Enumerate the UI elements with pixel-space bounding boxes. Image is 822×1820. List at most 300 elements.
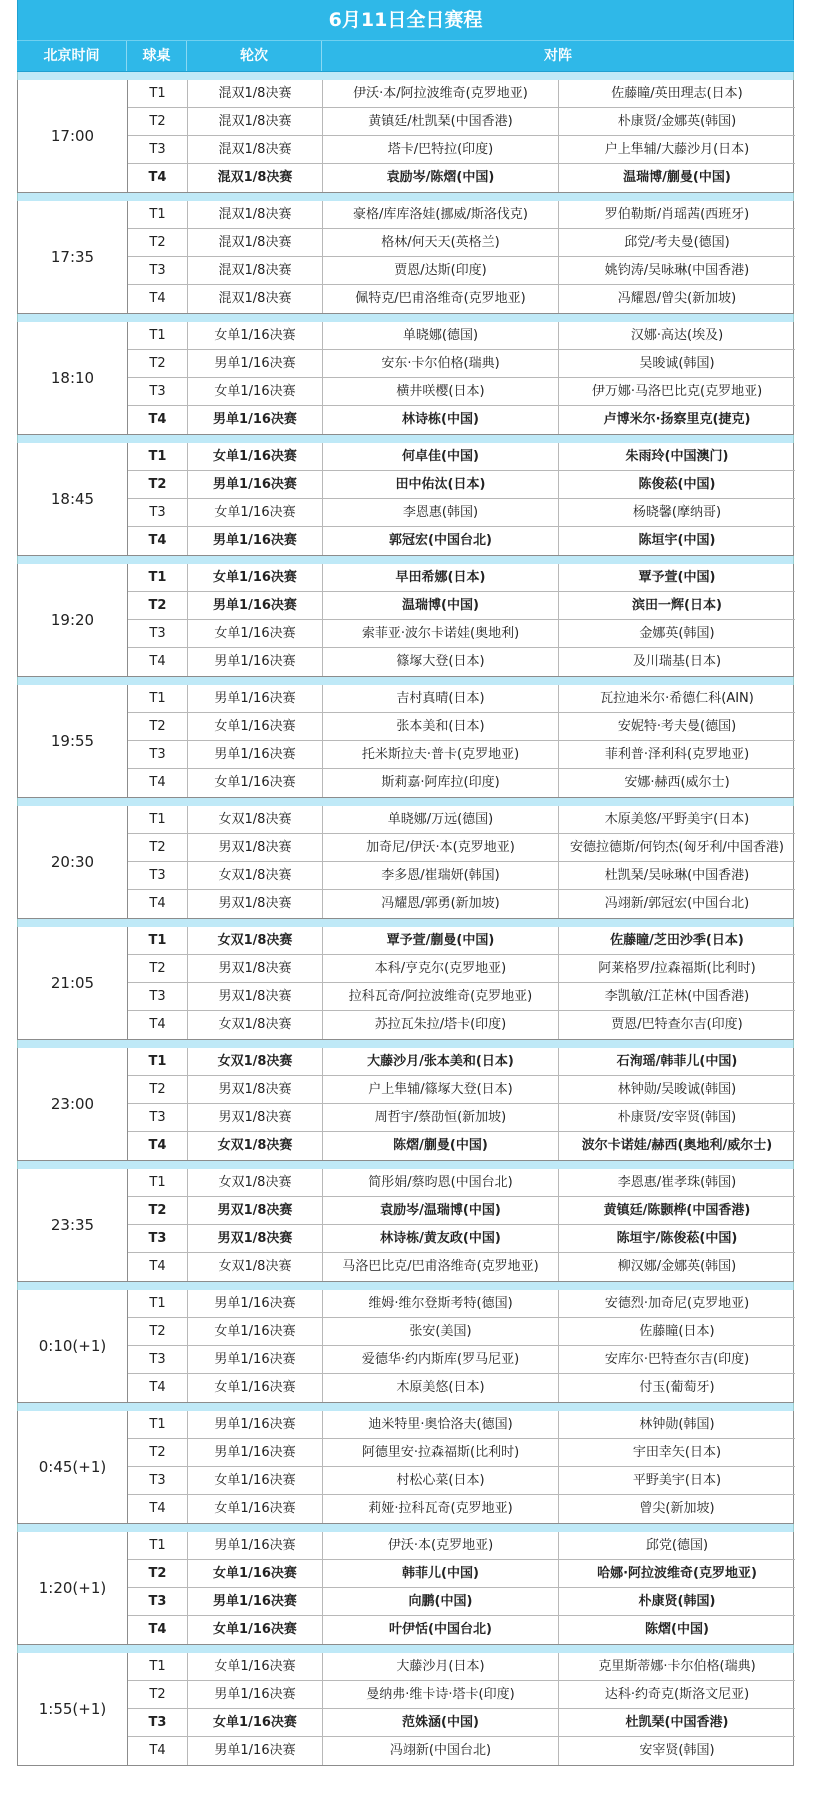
cell-table: T4 <box>128 527 188 555</box>
cell-round: 男双1/8决赛 <box>188 1104 323 1131</box>
cell-player-b: 佐藤瞳(日本) <box>639 1324 715 1339</box>
cell-player-b: 瓦拉迪米尔·希德仁科(AIN) <box>600 691 754 706</box>
table-row <box>128 1681 795 1709</box>
block-time: 0:45(+1) <box>18 1411 128 1523</box>
cell-table: T3 <box>128 1104 188 1131</box>
table-row <box>128 648 795 676</box>
cell-player-b: 阿莱格罗/拉森福斯(比利时) <box>598 961 756 976</box>
block-time: 21:05 <box>18 927 128 1039</box>
cell-player-b: 杨晓馨(摩纳哥) <box>632 505 722 520</box>
cell-player-b: 安宰贤(韩国) <box>639 1743 715 1758</box>
cell-table: T4 <box>128 1374 188 1402</box>
block-separator <box>17 798 794 806</box>
block-time: 17:35 <box>18 201 128 313</box>
header-table: 球桌 <box>127 41 187 71</box>
table-row <box>128 1169 795 1197</box>
cell-round: 混双1/8决赛 <box>188 257 323 284</box>
block-time: 0:10(+1) <box>18 1290 128 1402</box>
cell-round: 女单1/16决赛 <box>188 713 323 740</box>
cell-player-b: 陈熠(中国) <box>645 1622 709 1637</box>
cell-player-a: 横井咲樱(日本) <box>323 378 559 405</box>
table-row <box>128 229 795 257</box>
cell-player-b: 罗伯勒斯/肖瑶茜(西班牙) <box>604 207 750 222</box>
cell-player-b: 冯耀恩/曾尖(新加坡) <box>617 291 737 306</box>
cell-player-b: 佐藤瞳/英田理志(日本) <box>611 86 743 101</box>
cell-round: 男单1/16决赛 <box>188 1290 323 1317</box>
cell-table: T2 <box>128 1439 188 1466</box>
cell-player-a: 周哲宇/蔡劭恒(新加坡) <box>323 1104 559 1131</box>
cell-player-a: 塔卡/巴特拉(印度) <box>323 136 559 163</box>
cell-table: T3 <box>128 1709 188 1736</box>
cell-round: 女单1/16决赛 <box>188 1709 323 1736</box>
match-rows <box>128 927 795 1039</box>
cell-player-b: 安德拉德斯/何钧杰(匈牙利/中国香港) <box>570 840 784 855</box>
cell-player-a: 向鹏(中国) <box>323 1588 559 1615</box>
cell-player-b: 冯翊新/郭冠宏(中国台北) <box>604 896 750 911</box>
cell-player-b: 姚钧涛/吴咏琳(中国香港) <box>604 263 750 278</box>
match-rows <box>128 685 795 797</box>
cell-player-a: 覃予萱/蒯曼(中国) <box>323 927 559 954</box>
cell-table: T3 <box>128 378 188 405</box>
cell-round: 女双1/8决赛 <box>188 1011 323 1039</box>
cell-player-a: 佩特克/巴甫洛维奇(克罗地亚) <box>323 285 559 313</box>
cell-table: T1 <box>128 806 188 833</box>
cell-round: 男双1/8决赛 <box>188 834 323 861</box>
cell-player-b: 及川瑞基(日本) <box>632 654 722 669</box>
match-rows <box>128 1532 795 1644</box>
cell-player-a: 黄镇廷/杜凯琹(中国香港) <box>323 108 559 135</box>
cell-round: 男双1/8决赛 <box>188 955 323 982</box>
block-time: 1:55(+1) <box>18 1653 128 1765</box>
cell-round: 男双1/8决赛 <box>188 983 323 1010</box>
cell-player-b: 木原美悠/平野美宇(日本) <box>604 812 750 827</box>
cell-player-a: 李多恩/崔瑞妍(韩国) <box>323 862 559 889</box>
match-rows <box>128 1290 795 1402</box>
cell-round: 男双1/8决赛 <box>188 1076 323 1103</box>
cell-player-b: 朱雨玲(中国澳门) <box>625 449 729 464</box>
cell-player-a: 单晓娜(德国) <box>323 322 559 349</box>
cell-player-b: 汉娜·高达(埃及) <box>630 328 724 343</box>
cell-table: T4 <box>128 1253 188 1281</box>
cell-table: T1 <box>128 1169 188 1196</box>
match-rows <box>128 1169 795 1281</box>
cell-player-b: 林钟勋(韩国) <box>639 1417 715 1432</box>
table-row <box>128 1616 795 1644</box>
cell-round: 男单1/16决赛 <box>188 1588 323 1615</box>
cell-player-a: 贾恩/达斯(印度) <box>323 257 559 284</box>
time-block <box>17 1532 794 1645</box>
cell-round: 混双1/8决赛 <box>188 108 323 135</box>
block-time: 23:35 <box>18 1169 128 1281</box>
table-row <box>128 1737 795 1765</box>
cell-player-a: 莉娅·拉科瓦奇(克罗地亚) <box>323 1495 559 1523</box>
cell-round: 女单1/16决赛 <box>188 620 323 647</box>
cell-table: T4 <box>128 769 188 797</box>
cell-player-a: 田中佑汰(日本) <box>323 471 559 498</box>
table-row <box>128 527 795 555</box>
cell-round: 女双1/8决赛 <box>188 806 323 833</box>
table-row <box>128 285 795 313</box>
cell-round: 女双1/8决赛 <box>188 1169 323 1196</box>
cell-round: 女单1/16决赛 <box>188 1467 323 1494</box>
cell-round: 女单1/16决赛 <box>188 1616 323 1644</box>
table-row <box>128 769 795 797</box>
cell-round: 女单1/16决赛 <box>188 1495 323 1523</box>
table-row <box>128 1532 795 1560</box>
match-rows <box>128 1411 795 1523</box>
cell-round: 女双1/8决赛 <box>188 927 323 954</box>
table-row <box>128 1104 795 1132</box>
cell-round: 男单1/16决赛 <box>188 1346 323 1373</box>
cell-table: T1 <box>128 1411 188 1438</box>
table-row <box>128 1132 795 1160</box>
time-block <box>17 564 794 677</box>
table-row <box>128 136 795 164</box>
schedule-body <box>17 72 794 1766</box>
match-rows <box>128 1653 795 1765</box>
cell-table: T1 <box>128 443 188 470</box>
cell-table: T1 <box>128 564 188 591</box>
cell-player-b: 伊万娜·马洛巴比克(克罗地亚) <box>591 384 763 399</box>
cell-round: 男双1/8决赛 <box>188 890 323 918</box>
cell-table: T1 <box>128 685 188 712</box>
cell-player-a: 林诗栋(中国) <box>323 406 559 434</box>
cell-round: 男单1/16决赛 <box>188 1532 323 1559</box>
cell-player-a: 迪米特里·奥恰洛夫(德国) <box>323 1411 559 1438</box>
cell-table: T3 <box>128 1346 188 1373</box>
cell-round: 男单1/16决赛 <box>188 648 323 676</box>
cell-table: T2 <box>128 834 188 861</box>
cell-table: T4 <box>128 1737 188 1765</box>
cell-table: T3 <box>128 1588 188 1615</box>
cell-player-b: 户上隼辅/大藤沙月(日本) <box>604 142 750 157</box>
cell-table: T3 <box>128 257 188 284</box>
cell-round: 女单1/16决赛 <box>188 1318 323 1345</box>
table-row <box>128 108 795 136</box>
cell-table: T1 <box>128 322 188 349</box>
cell-table: T2 <box>128 713 188 740</box>
cell-player-b: 柳汉娜/金娜英(韩国) <box>617 1259 737 1274</box>
cell-player-b: 朴康贤(韩国) <box>638 1594 716 1609</box>
block-separator <box>17 1524 794 1532</box>
cell-player-b: 安库尔·巴特查尔吉(印度) <box>604 1352 750 1367</box>
cell-round: 男双1/8决赛 <box>188 1225 323 1252</box>
cell-table: T3 <box>128 620 188 647</box>
time-block <box>17 927 794 1040</box>
time-block <box>17 322 794 435</box>
cell-table: T4 <box>128 1011 188 1039</box>
cell-player-b: 平野美宇(日本) <box>632 1473 722 1488</box>
cell-player-a: 吉村真晴(日本) <box>323 685 559 712</box>
cell-player-b: 哈娜·阿拉波维奇(克罗地亚) <box>597 1566 757 1581</box>
table-row <box>128 927 795 955</box>
table-row <box>128 164 795 192</box>
match-rows <box>128 564 795 676</box>
table-row <box>128 257 795 285</box>
cell-round: 女单1/16决赛 <box>188 1374 323 1402</box>
cell-player-b: 贾恩/巴特查尔吉(印度) <box>611 1017 743 1032</box>
cell-round: 女双1/8决赛 <box>188 1132 323 1160</box>
cell-round: 女单1/16决赛 <box>188 564 323 591</box>
cell-player-a: 托米斯拉夫·普卡(克罗地亚) <box>323 741 559 768</box>
cell-player-a: 马洛巴比克/巴甫洛维奇(克罗地亚) <box>323 1253 559 1281</box>
table-row <box>128 1048 795 1076</box>
cell-player-a: 阿德里安·拉森福斯(比利时) <box>323 1439 559 1466</box>
table-row <box>128 983 795 1011</box>
cell-round: 女单1/16决赛 <box>188 378 323 405</box>
table-row <box>128 685 795 713</box>
cell-table: T2 <box>128 1560 188 1587</box>
cell-table: T1 <box>128 1290 188 1317</box>
table-row <box>128 1011 795 1039</box>
cell-player-b: 菲利普·泽利科(克罗地亚) <box>604 747 750 762</box>
cell-player-a: 叶伊恬(中国台北) <box>323 1616 559 1644</box>
table-row <box>128 1290 795 1318</box>
header-time: 北京时间 <box>17 41 127 71</box>
cell-player-b: 金娜英(韩国) <box>639 626 715 641</box>
cell-table: T3 <box>128 983 188 1010</box>
table-row <box>128 350 795 378</box>
cell-player-b: 卢博米尔·扬察里克(捷克) <box>603 412 751 427</box>
cell-table: T4 <box>128 648 188 676</box>
cell-player-a: 户上隼辅/篠塚大登(日本) <box>323 1076 559 1103</box>
cell-table: T2 <box>128 1681 188 1708</box>
time-block <box>17 1048 794 1161</box>
table-row <box>128 741 795 769</box>
cell-table: T4 <box>128 406 188 434</box>
cell-player-b: 波尔卡诺娃/赫西(奥地利/威尔士) <box>581 1138 773 1153</box>
block-time: 18:10 <box>18 322 128 434</box>
cell-round: 女双1/8决赛 <box>188 862 323 889</box>
table-row <box>128 1560 795 1588</box>
table-row <box>128 1346 795 1374</box>
header-match: 对阵 <box>544 48 572 64</box>
cell-player-a: 维姆·维尔登斯考特(德国) <box>323 1290 559 1317</box>
cell-round: 男单1/16决赛 <box>188 471 323 498</box>
cell-player-b: 滨田一辉(日本) <box>632 598 722 613</box>
table-row <box>128 1253 795 1281</box>
cell-player-a: 郭冠宏(中国台北) <box>323 527 559 555</box>
table-row <box>128 1653 795 1681</box>
table-row <box>128 443 795 471</box>
cell-round: 男单1/16决赛 <box>188 592 323 619</box>
cell-player-a: 索菲亚·波尔卡诺娃(奥地利) <box>323 620 559 647</box>
cell-table: T4 <box>128 1495 188 1523</box>
cell-player-b: 黄镇廷/陈颢桦(中国香港) <box>603 1203 751 1218</box>
table-row <box>128 620 795 648</box>
cell-round: 女双1/8决赛 <box>188 1048 323 1075</box>
cell-round: 混双1/8决赛 <box>188 164 323 192</box>
cell-player-b: 达科·约奇克(斯洛文尼亚) <box>604 1687 750 1702</box>
cell-player-b: 邱党(德国) <box>645 1538 709 1553</box>
header-round: 轮次 <box>187 41 322 71</box>
block-time: 20:30 <box>18 806 128 918</box>
cell-round: 女单1/16决赛 <box>188 1653 323 1680</box>
schedule-table <box>17 0 794 1766</box>
cell-player-b: 付玉(葡萄牙) <box>639 1380 715 1395</box>
cell-player-a: 爱德华·约内斯库(罗马尼亚) <box>323 1346 559 1373</box>
time-block <box>17 1169 794 1282</box>
block-time: 23:00 <box>18 1048 128 1160</box>
cell-round: 混双1/8决赛 <box>188 201 323 228</box>
cell-player-b: 石洵瑶/韩菲儿(中国) <box>616 1054 738 1069</box>
cell-round: 女单1/16决赛 <box>188 499 323 526</box>
block-separator <box>17 556 794 564</box>
cell-player-a: 简彤娟/蔡昀恩(中国台北) <box>323 1169 559 1196</box>
cell-table: T2 <box>128 955 188 982</box>
time-block <box>17 1290 794 1403</box>
table-row <box>128 1411 795 1439</box>
time-block <box>17 80 794 193</box>
cell-player-a: 拉科瓦奇/阿拉波维奇(克罗地亚) <box>323 983 559 1010</box>
cell-player-a: 篠塚大登(日本) <box>323 648 559 676</box>
cell-player-b: 杜凯琹/吴咏琳(中国香港) <box>604 868 750 883</box>
table-row <box>128 1439 795 1467</box>
block-separator <box>17 193 794 201</box>
block-separator <box>17 72 794 80</box>
cell-round: 男单1/16决赛 <box>188 1737 323 1765</box>
cell-player-a: 木原美悠(日本) <box>323 1374 559 1402</box>
block-time: 19:20 <box>18 564 128 676</box>
cell-player-a: 冯翊新(中国台北) <box>323 1737 559 1765</box>
block-time: 17:00 <box>18 80 128 192</box>
cell-player-a: 安东·卡尔伯格(瑞典) <box>323 350 559 377</box>
cell-table: T4 <box>128 1132 188 1160</box>
cell-player-a: 豪格/库库洛娃(挪威/斯洛伐克) <box>323 201 559 228</box>
cell-player-b: 安德烈·加奇尼(克罗地亚) <box>604 1296 750 1311</box>
block-separator <box>17 1161 794 1169</box>
match-rows <box>128 80 795 192</box>
block-separator <box>17 1645 794 1653</box>
cell-player-b: 邱党/考夫曼(德国) <box>624 235 730 250</box>
cell-player-b: 克里斯蒂娜·卡尔伯格(瑞典) <box>598 1659 756 1674</box>
cell-round: 男单1/16决赛 <box>188 1681 323 1708</box>
block-time: 18:45 <box>18 443 128 555</box>
cell-table: T2 <box>128 229 188 256</box>
table-row <box>128 834 795 862</box>
cell-player-a: 曼纳弗·维卡诗·塔卡(印度) <box>323 1681 559 1708</box>
block-time: 1:20(+1) <box>18 1532 128 1644</box>
table-row <box>128 322 795 350</box>
table-row <box>128 1318 795 1346</box>
time-block <box>17 201 794 314</box>
cell-player-b: 温瑞博/蒯曼(中国) <box>623 170 731 185</box>
table-row <box>128 592 795 620</box>
block-separator <box>17 1282 794 1290</box>
cell-table: T2 <box>128 1076 188 1103</box>
cell-round: 女单1/16决赛 <box>188 769 323 797</box>
table-row <box>128 499 795 527</box>
cell-table: T2 <box>128 108 188 135</box>
cell-player-a: 冯耀恩/郭勇(新加坡) <box>323 890 559 918</box>
cell-table: T4 <box>128 890 188 918</box>
cell-table: T2 <box>128 1318 188 1345</box>
cell-table: T3 <box>128 741 188 768</box>
block-separator <box>17 314 794 322</box>
cell-round: 男单1/16决赛 <box>188 350 323 377</box>
cell-player-a: 村松心菜(日本) <box>323 1467 559 1494</box>
cell-round: 女单1/16决赛 <box>188 322 323 349</box>
cell-player-a: 林诗栋/黄友政(中国) <box>323 1225 559 1252</box>
cell-player-b: 安娜·赫西(威尔士) <box>624 775 730 790</box>
time-block <box>17 685 794 798</box>
table-row <box>128 201 795 229</box>
cell-table: T1 <box>128 80 188 107</box>
cell-round: 混双1/8决赛 <box>188 136 323 163</box>
cell-table: T1 <box>128 1653 188 1680</box>
cell-round: 男单1/16决赛 <box>188 685 323 712</box>
cell-player-b: 杜凯琹(中国香港) <box>625 1715 729 1730</box>
cell-table: T3 <box>128 1225 188 1252</box>
match-rows <box>128 322 795 434</box>
schedule-title: 6月11日全日赛程 <box>17 0 794 40</box>
cell-player-a: 何卓佳(中国) <box>323 443 559 470</box>
cell-round: 混双1/8决赛 <box>188 285 323 313</box>
match-rows <box>128 201 795 313</box>
cell-table: T4 <box>128 285 188 313</box>
time-block <box>17 1411 794 1524</box>
match-rows <box>128 806 795 918</box>
table-row <box>128 471 795 499</box>
cell-round: 男单1/16决赛 <box>188 741 323 768</box>
cell-table: T1 <box>128 927 188 954</box>
table-row <box>128 406 795 434</box>
cell-table: T4 <box>128 1616 188 1644</box>
cell-player-a: 温瑞博(中国) <box>323 592 559 619</box>
block-separator <box>17 1040 794 1048</box>
cell-player-b: 覃予萱(中国) <box>638 570 716 585</box>
cell-round: 男单1/16决赛 <box>188 406 323 434</box>
table-row <box>128 862 795 890</box>
table-row <box>128 1709 795 1737</box>
cell-player-b: 李恩惠/崔孝珠(韩国) <box>617 1175 737 1190</box>
cell-player-a: 大藤沙月/张本美和(日本) <box>323 1048 559 1075</box>
cell-round: 男单1/16决赛 <box>188 527 323 555</box>
cell-player-a: 范姝涵(中国) <box>323 1709 559 1736</box>
cell-table: T4 <box>128 164 188 192</box>
cell-player-a: 袁励岑/温瑞博(中国) <box>323 1197 559 1224</box>
table-row <box>128 806 795 834</box>
match-rows <box>128 1048 795 1160</box>
cell-table: T1 <box>128 1048 188 1075</box>
table-row <box>128 564 795 592</box>
table-row <box>128 955 795 983</box>
cell-player-a: 张安(美国) <box>323 1318 559 1345</box>
cell-player-a: 伊沃·本(克罗地亚) <box>323 1532 559 1559</box>
cell-player-b: 李凯敏/江芷林(中国香港) <box>604 989 750 1004</box>
cell-round: 混双1/8决赛 <box>188 80 323 107</box>
cell-round: 女单1/16决赛 <box>188 443 323 470</box>
cell-player-b: 陈垣宇/陈俊菘(中国) <box>616 1231 738 1246</box>
cell-player-b: 朴康贤/安宰贤(韩国) <box>617 1110 737 1125</box>
table-row <box>128 1495 795 1523</box>
block-separator <box>17 677 794 685</box>
cell-player-a: 早田希娜(日本) <box>323 564 559 591</box>
cell-table: T2 <box>128 1197 188 1224</box>
cell-table: T2 <box>128 592 188 619</box>
table-row <box>128 1197 795 1225</box>
time-block <box>17 443 794 556</box>
cell-player-a: 陈熠/蒯曼(中国) <box>323 1132 559 1160</box>
block-separator <box>17 435 794 443</box>
cell-player-b: 朴康贤/金娜英(韩国) <box>617 114 737 129</box>
cell-round: 女单1/16决赛 <box>188 1560 323 1587</box>
cell-player-b: 宇田幸矢(日本) <box>632 1445 722 1460</box>
table-row <box>128 378 795 406</box>
match-rows <box>128 443 795 555</box>
cell-player-a: 格林/何天天(英格兰) <box>323 229 559 256</box>
time-block <box>17 806 794 919</box>
